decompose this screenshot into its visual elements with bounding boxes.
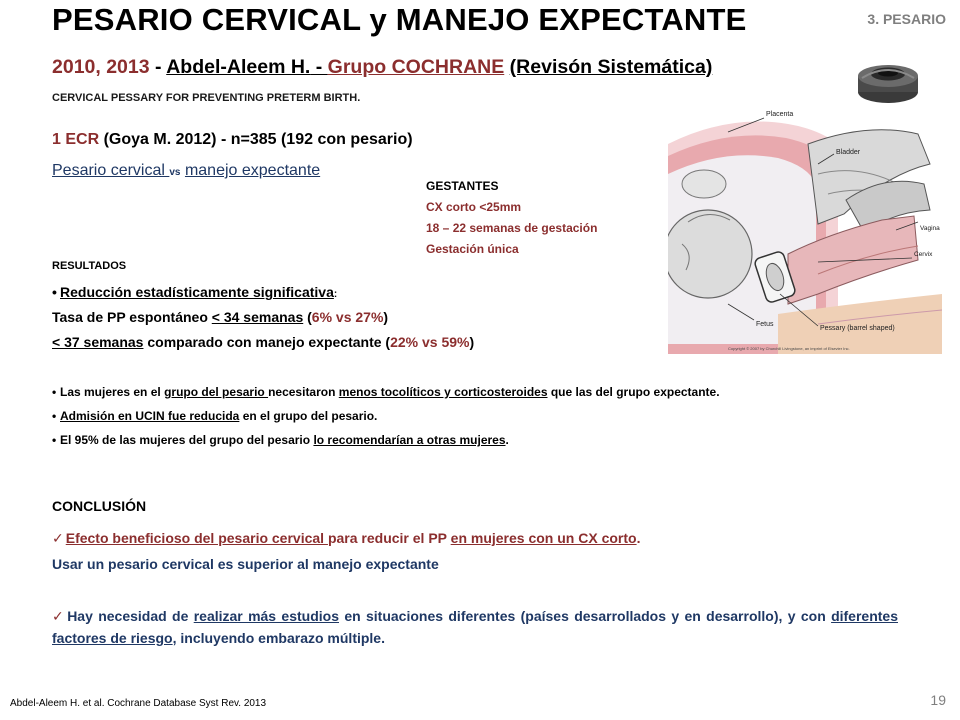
label-bladder: Bladder (836, 149, 861, 156)
results-line-34 (52, 309, 388, 325)
ecr-line (52, 131, 413, 149)
c3-risk: diferentes factores de riesgo (52, 608, 898, 646)
c3-text-a: Hay necesidad de (67, 608, 194, 624)
c1-text: para reducir el PP (327, 530, 451, 546)
subtitle-group: Grupo COCHRANE (327, 56, 505, 78)
line37-text: comparado con manejo expectante ( (143, 334, 391, 350)
b1-less: menos tocolíticos y corticosteroides (338, 385, 548, 399)
bullet: • (52, 409, 57, 423)
subtitle-sep: - (149, 56, 167, 78)
b3-dot: . (505, 433, 509, 447)
gestantes-item: Gestación única (426, 242, 519, 256)
gestantes-item: 18 – 22 semanas de gestación (426, 221, 598, 235)
footer-citation: Abdel-Aleem H. et al. Cochrane Database Syst Rev. 2013 (10, 698, 267, 709)
bullet: • (52, 284, 57, 300)
label-pessary: Pessary (barrel shaped) (820, 325, 895, 332)
c3-studies: realizar más estudios (193, 608, 339, 624)
gestantes-box (426, 176, 597, 260)
subtitle-years: 2010, 2013 (52, 56, 150, 78)
subtitle-review: (Revisón Sistemática) (509, 56, 713, 78)
b2-admission: Admisión en UCIN fue reducida (60, 409, 240, 423)
check-icon: ✓ (52, 608, 66, 624)
b1-text-c: necesitaron (268, 385, 339, 399)
line34-text: Tasa de PP espontáneo (52, 309, 212, 325)
c1-short-cx: en mujeres con un CX corto (450, 530, 637, 546)
comparison-right: manejo expectante (184, 162, 321, 179)
b3-text: El 95% de las mujeres del grupo del pesario (60, 433, 314, 447)
comparison-left: Pesario cervical (52, 162, 170, 179)
ecr-count: 1 ECR (52, 131, 100, 148)
results-significant (52, 284, 337, 300)
conclusion-item-superior: Usar un pesario cervical es superior al manejo expectante (52, 556, 439, 572)
significant-text: Reducción estadísticamente significativa (60, 284, 334, 300)
conclusion-item-benefit (52, 530, 640, 547)
check-icon: ✓ (52, 530, 64, 546)
label-fetus: Fetus (756, 321, 774, 328)
conclusion-item-more-studies (52, 605, 898, 649)
slide-title: PESARIO CERVICAL y MANEJO EXPECTANTE (52, 2, 747, 37)
subtitle-author: Abdel-Aleem H. (166, 56, 311, 78)
b1-text-a: Las mujeres en el (60, 385, 165, 399)
line37-weeks: < 37 semanas (52, 334, 144, 350)
conclusion-heading: CONCLUSIÓN (52, 498, 147, 514)
line34-close: ) (383, 309, 389, 325)
b1-text-e: que las del grupo expectante. (547, 385, 720, 399)
comparison-vs: vs (169, 167, 181, 178)
section-label: 3. PESARIO (867, 11, 946, 27)
line34-open: ( (303, 309, 312, 325)
results-bullet-recommend (52, 433, 509, 447)
c1-benefit: Efecto beneficioso del pesario cervical (65, 530, 328, 546)
b2-text: en el grupo del pesario. (239, 409, 378, 423)
bullet: • (52, 433, 57, 447)
results-bullet-nicu (52, 409, 377, 423)
line34-weeks: < 34 semanas (211, 309, 304, 325)
b1-group: grupo del pesario (164, 385, 269, 399)
bullet: • (52, 385, 57, 399)
c3-text-e: , incluyendo embarazo múltiple. (172, 630, 385, 646)
gestantes-item: CX corto <25mm (426, 200, 522, 214)
significant-colon: : (333, 289, 338, 300)
english-title: CERVICAL PESSARY FOR PREVENTING PRETERM BIRTH. (52, 92, 361, 104)
c3-text-c: en situaciones diferentes (países desarrollados y en desarrollo), y con (339, 608, 832, 624)
line34-rates: 6% vs 27% (311, 309, 384, 325)
gestantes-heading: GESTANTES (426, 179, 499, 193)
comparison-line (52, 162, 320, 180)
label-placenta: Placenta (766, 111, 794, 118)
study-subtitle (52, 56, 712, 79)
subtitle-sep2: - (310, 56, 328, 78)
results-line-37 (52, 334, 474, 350)
page-number: 19 (930, 692, 946, 708)
line37-close: ) (469, 334, 475, 350)
results-heading: RESULTADOS (52, 260, 127, 272)
c1-dot: . (636, 530, 641, 546)
line37-rates: 22% vs 59% (390, 334, 470, 350)
ecr-detail: (Goya M. 2012) - n=385 (192 con pesario) (99, 131, 413, 148)
image-copyright: Copyright © 2007 by Churchill Livingstone, an imprint of Elsevier Inc. (728, 346, 850, 351)
anatomy-illustration (668, 104, 942, 354)
pessary-image (856, 56, 920, 106)
label-vagina: Vagina (920, 225, 940, 232)
b3-recommend: lo recomendarían a otras mujeres (313, 433, 506, 447)
label-cervix: Cervix (914, 251, 933, 258)
results-bullet-tocolytics (52, 385, 720, 399)
